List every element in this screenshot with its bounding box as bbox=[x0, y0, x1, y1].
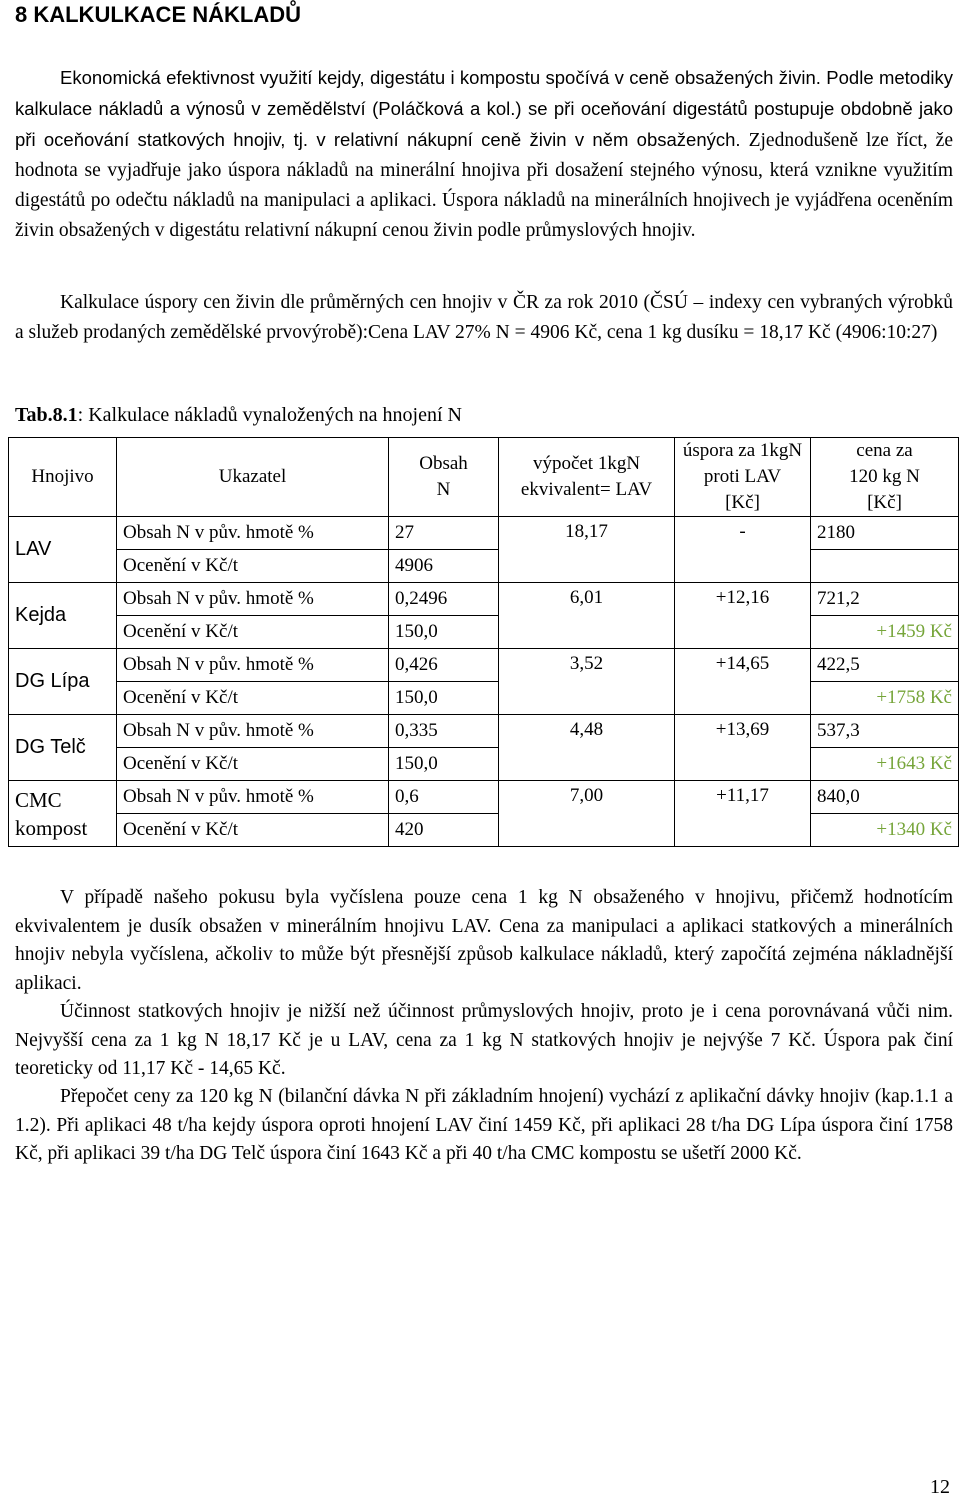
header-hnojivo: Hnojivo bbox=[9, 438, 117, 517]
intro-paragraph bbox=[15, 63, 953, 246]
savings-value: +12,16 bbox=[675, 583, 811, 649]
savings-value: +14,65 bbox=[675, 649, 811, 715]
table-row bbox=[9, 715, 959, 748]
outro-paragraph-1: V případě našeho pokusu byla vyčíslena pouze cena 1 kg N obsaženého v hnojivu, přičemž hodnotícím ekvivalentem je dusík obsažen v minerálním hnojivu LAV. Cena za manipulaci a aplikaci statkových a minerálních hnojiv nebyla vyčíslena, ačkoliv to může být přesnější způsob kalkulace nákladů, který započítá zejména nákladnější aplikaci. bbox=[15, 887, 953, 994]
fertilizer-name: Kejda bbox=[9, 583, 117, 649]
n-content-value: 0,426 bbox=[389, 649, 499, 682]
fertilizer-name: DG Lípa bbox=[9, 649, 117, 715]
table-row bbox=[9, 649, 959, 682]
equivalent-value: 6,01 bbox=[499, 583, 675, 649]
table-caption bbox=[15, 404, 462, 427]
page-number: 12 bbox=[930, 1476, 950, 1498]
price-total: +1758 Kč bbox=[811, 682, 959, 715]
indicator-label: Ocenění v Kč/t bbox=[117, 616, 389, 649]
cost-table bbox=[8, 437, 959, 847]
table-row bbox=[9, 748, 959, 781]
outro-paragraph-3: Přepočet ceny za 120 kg N (bilanční dávka N při základním hnojení) vychází z aplikační dávky hnojiv (kap.1.1 a 1.2). Při aplikaci 48 t/ha kejdy úspora oproti hnojení LAV činí 1459 Kč, při aplikaci 28 t/ha DG Lípa úspora činí 1758 Kč, při aplikaci 39 t/ha DG Telč úspora činí 1643 Kč a při 40 t/ha CMC kompostu se ušetří 2000 Kč. bbox=[15, 1086, 953, 1164]
table-caption-label: Tab.8.1 bbox=[15, 404, 78, 426]
header-cena: cena za 120 kg N [Kč] bbox=[811, 438, 959, 517]
header-ukazatel: Ukazatel bbox=[117, 438, 389, 517]
valuation-value: 420 bbox=[389, 814, 499, 847]
table-row bbox=[9, 682, 959, 715]
equivalent-value: 18,17 bbox=[499, 517, 675, 583]
indicator-label: Ocenění v Kč/t bbox=[117, 550, 389, 583]
outro-paragraph-2: Účinnost statkových hnojiv je nižší než účinnost průmyslových hnojiv, proto je i cena porovnávaná vůči nim. Nejvyšší cena za 1 kg N 18,17 Kč je u LAV, cena za 1 kg N statkových hnojiv je nejvýše 7 Kč. Úspora pak činí teoreticky od 11,17 Kč - 14,65 Kč. bbox=[15, 1001, 953, 1079]
indicator-label: Obsah N v pův. hmotě % bbox=[117, 649, 389, 682]
price-total: +1340 Kč bbox=[811, 814, 959, 847]
price-total: +1459 Kč bbox=[811, 616, 959, 649]
fertilizer-name: CMC kompost bbox=[9, 781, 117, 847]
savings-value: +13,69 bbox=[675, 715, 811, 781]
indicator-label: Obsah N v pův. hmotě % bbox=[117, 517, 389, 550]
table-row bbox=[9, 583, 959, 616]
indicator-label: Ocenění v Kč/t bbox=[117, 814, 389, 847]
table-row bbox=[9, 550, 959, 583]
n-content-value: 27 bbox=[389, 517, 499, 550]
equivalent-value: 4,48 bbox=[499, 715, 675, 781]
price-total: +1643 Kč bbox=[811, 748, 959, 781]
valuation-value: 150,0 bbox=[389, 616, 499, 649]
savings-value: - bbox=[675, 517, 811, 583]
price-total bbox=[811, 550, 959, 583]
valuation-value: 4906 bbox=[389, 550, 499, 583]
indicator-label: Obsah N v pův. hmotě % bbox=[117, 583, 389, 616]
fertilizer-name: LAV bbox=[9, 517, 117, 583]
price-value: 2180 bbox=[811, 517, 959, 550]
indicator-label: Obsah N v pův. hmotě % bbox=[117, 781, 389, 814]
valuation-value: 150,0 bbox=[389, 748, 499, 781]
indicator-label: Ocenění v Kč/t bbox=[117, 682, 389, 715]
valuation-value: 150,0 bbox=[389, 682, 499, 715]
table-row bbox=[9, 616, 959, 649]
savings-value: +11,17 bbox=[675, 781, 811, 847]
table-caption-text: : Kalkulace nákladů vynaložených na hnojení N bbox=[77, 404, 462, 426]
equivalent-value: 3,52 bbox=[499, 649, 675, 715]
price-value: 422,5 bbox=[811, 649, 959, 682]
price-value: 721,2 bbox=[811, 583, 959, 616]
header-vypocet: výpočet 1kgN ekvivalent= LAV bbox=[499, 438, 675, 517]
table-header-row bbox=[9, 438, 959, 517]
intro-sentence-2: Zjednodušeně lze říct, že hodnota se vyjadřuje jako úspora nákladů na minerální hnojiva při dosažení stejného výnosu, která vznikne využitím digestátů po odečtu nákladů na manipulaci a aplikaci. Úspora nákladů na minerálních hnojivech je vyjádřena oceněním živin obsažených v digestátu relativní nákupní cenou živin podle průmyslových hnojiv. bbox=[15, 130, 953, 241]
n-content-value: 0,6 bbox=[389, 781, 499, 814]
indicator-label: Obsah N v pův. hmotě % bbox=[117, 715, 389, 748]
indicator-label: Ocenění v Kč/t bbox=[117, 748, 389, 781]
price-value: 840,0 bbox=[811, 781, 959, 814]
calc-paragraph: Kalkulace úspory cen živin dle průměrných cen hnojiv v ČR za rok 2010 (ČSÚ – indexy cen vybraných výrobků a služeb prodaných zemědělské prvovýrobě):Cena LAV 27% N = 4906 Kč, cena 1 kg dusíku = 18,17 Kč (4906:10:27) bbox=[15, 292, 953, 343]
fertilizer-name: DG Telč bbox=[9, 715, 117, 781]
intro-sentence-1: Ekonomická efektivnost využití kejdy, digestátu i kompostu spočívá v ceně obsažených živin. Podle metodiky kalkulace nákladů a výnosů v zemědělství (Poláčková a kol.) se při oceňování digestátů postupuje obdobně jako při oceňování statkových hnojiv, tj. v relativní nákupní ceně živin v něm obsažených. bbox=[15, 67, 953, 150]
table-row bbox=[9, 814, 959, 847]
n-content-value: 0,2496 bbox=[389, 583, 499, 616]
table-row bbox=[9, 781, 959, 814]
equivalent-value: 7,00 bbox=[499, 781, 675, 847]
header-uspora: úspora za 1kgN proti LAV [Kč] bbox=[675, 438, 811, 517]
header-obsah-n: Obsah N bbox=[389, 438, 499, 517]
section-heading: 8 KALKULKACE NÁKLADŮ bbox=[15, 2, 301, 27]
n-content-value: 0,335 bbox=[389, 715, 499, 748]
table-row bbox=[9, 517, 959, 550]
price-value: 537,3 bbox=[811, 715, 959, 748]
